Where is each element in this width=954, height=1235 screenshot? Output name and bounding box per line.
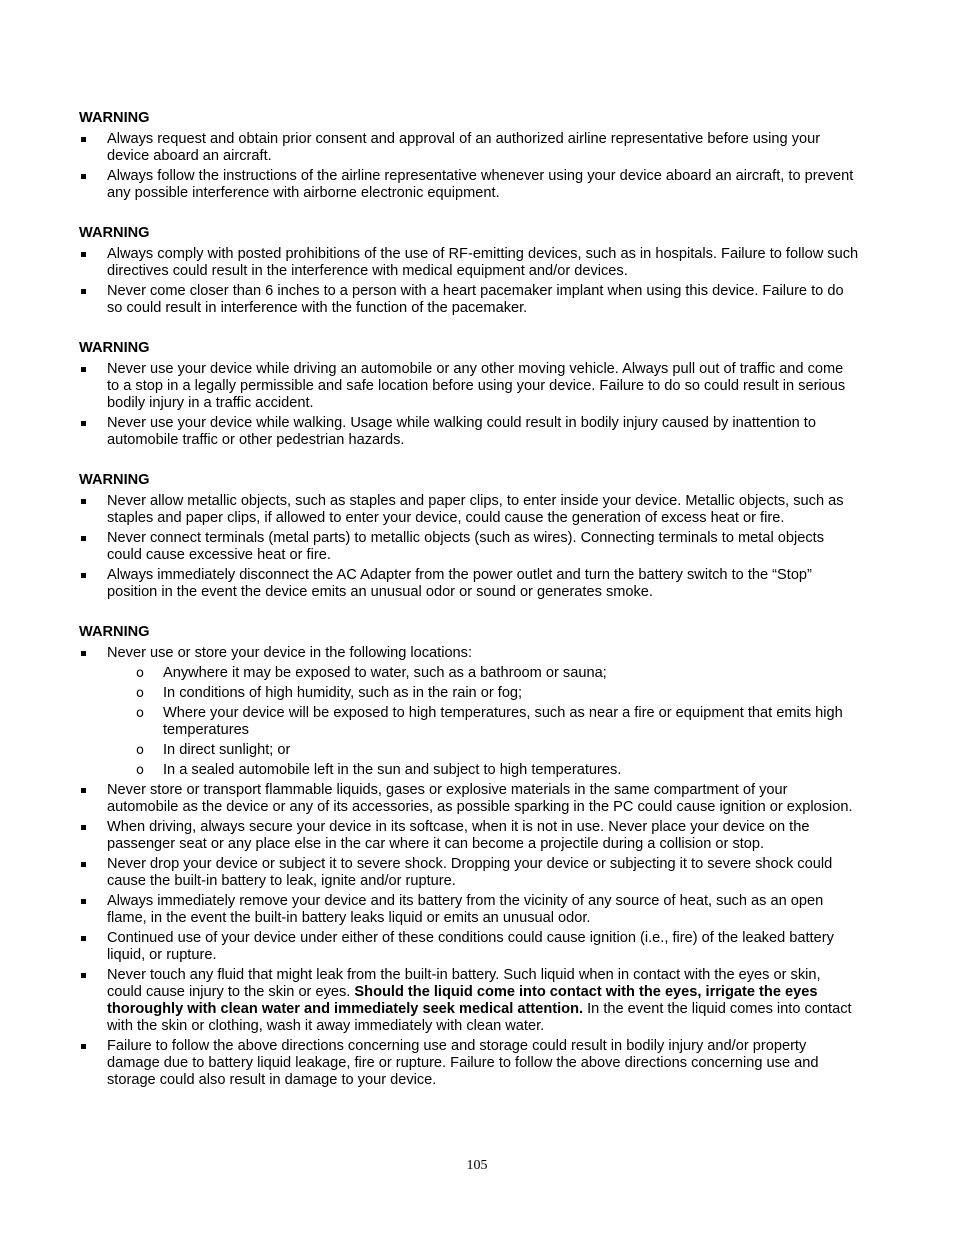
document-body (79, 110, 859, 1112)
list-item-text: Never come closer than 6 inches to a person with a heart pacemaker implant when using this device. Failure to do so could result in interference with the function of the pacemaker. (107, 283, 844, 316)
list-item-text: Never use or store your device in the following locations: (107, 645, 473, 661)
bullet-list (79, 131, 859, 202)
circle-bullet-icon: o (136, 686, 144, 701)
warning-section-medical (79, 225, 859, 317)
square-bullet-icon (81, 1044, 86, 1049)
list-item (79, 1038, 859, 1089)
square-bullet-icon (81, 936, 86, 941)
section-title: WARNING (79, 340, 150, 356)
sub-list-item-text: In a sealed automobile left in the sun and subject to high temperatures. (163, 762, 622, 778)
list-item (79, 361, 859, 412)
list-item (79, 246, 859, 280)
list-item-text: Always comply with posted prohibitions of the use of RF-emitting devices, such as in hospitals. Failure to follow such directives could result in the interference with medical equipment and/or devices. (107, 246, 859, 279)
square-bullet-icon (81, 174, 86, 179)
square-bullet-icon (81, 651, 86, 656)
list-item (79, 283, 859, 317)
list-item-text: Always request and obtain prior consent and approval of an authorized airline representative before using your device aboard an aircraft. (107, 131, 821, 164)
square-bullet-icon (81, 825, 86, 830)
list-item (79, 782, 859, 816)
list-item-text: Always follow the instructions of the airline representative whenever using your device aboard an aircraft, to prevent any possible interference with airborne electronic equipment. (107, 168, 854, 201)
list-item-text: Never drop your device or subject it to severe shock. Dropping your device or subjecting it to severe shock could cause the built-in battery to leak, ignite and/or rupture. (107, 856, 833, 889)
list-item-text: Never use your device while driving an automobile or any other moving vehicle. Always pull out of traffic and come to a stop in a legally permissible and safe location before using your device. Failure to do so could result in serious bodily injury in a traffic accident. (107, 361, 846, 411)
bullet-list (79, 246, 859, 317)
section-title: WARNING (79, 110, 150, 126)
list-item-text: Never store or transport flammable liquids, gases or explosive materials in the same compartment of your automobile as the device or any of its accessories, as possible sparking in the PC could cause ignition or explosion. (107, 782, 853, 815)
square-bullet-icon (81, 573, 86, 578)
warning-section-metal (79, 472, 859, 601)
square-bullet-icon (81, 367, 86, 372)
sub-list (107, 665, 859, 779)
sub-list-item-text: Where your device will be exposed to high temperatures, such as near a fire or equipment that emits high temperatures (163, 705, 843, 738)
sub-list-item-text: In conditions of high humidity, such as in the rain or fog; (163, 685, 523, 701)
bullet-list (79, 361, 859, 449)
list-item (79, 131, 859, 165)
square-bullet-icon (81, 499, 86, 504)
warning-section-driving (79, 340, 859, 449)
square-bullet-icon (81, 899, 86, 904)
warning-section-storage (79, 624, 859, 1089)
list-item (79, 819, 859, 853)
square-bullet-icon (81, 137, 86, 142)
fluid-warning-text-end: In the event the liquid comes into contact with the skin or clothing, wash it away immediately with clean water. (107, 1001, 852, 1034)
list-item (79, 893, 859, 927)
sub-list-item (107, 705, 859, 739)
list-item-text: When driving, always secure your device in its softcase, when it is not in use. Never place your device on the passenger seat or any place else in the car where it can become a projectile during a collision or stop. (107, 819, 810, 852)
square-bullet-icon (81, 289, 86, 294)
page-number: 105 (466, 1158, 488, 1173)
circle-bullet-icon: o (136, 743, 144, 758)
warning-section-aircraft (79, 110, 859, 202)
list-item (79, 415, 859, 449)
circle-bullet-icon: o (136, 706, 144, 721)
list-item (79, 856, 859, 890)
sub-list-item (107, 742, 859, 759)
list-item (79, 645, 859, 779)
list-item-text: Always immediately disconnect the AC Adapter from the power outlet and turn the battery switch to the “Stop” position in the event the device emits an unusual odor or sound or generates smoke. (107, 567, 812, 600)
list-item-text: Never allow metallic objects, such as staples and paper clips, to enter inside your device. Metallic objects, such as staples and paper clips, if allowed to enter your device, could cause the generation of excess heat or fire. (107, 493, 844, 526)
list-item (79, 967, 859, 1035)
list-item-text: Failure to follow the above directions concerning use and storage could result in bodily injury and/or property damage due to battery liquid leakage, fire or rupture. Failure to follow the above directions concerning use and storage could also result in damage to your device. (107, 1038, 819, 1088)
list-item (79, 530, 859, 564)
list-item-text: Never use your device while walking. Usage while walking could result in bodily injury caused by inattention to automobile traffic or other pedestrian hazards. (107, 415, 816, 448)
list-item-text: Never connect terminals (metal parts) to metallic objects (such as wires). Connecting terminals to metal objects could cause excessive heat or fire. (107, 530, 824, 563)
square-bullet-icon (81, 252, 86, 257)
sub-list-item (107, 685, 859, 702)
fluid-warning-text-start: Never touch any fluid that might leak from the built-in battery. Such liquid when in contact with the eyes or skin, could cause injury to the skin or eyes. (107, 967, 821, 1000)
square-bullet-icon (81, 862, 86, 867)
square-bullet-icon (81, 788, 86, 793)
bullet-list (79, 645, 859, 1089)
list-item (79, 168, 859, 202)
list-item (79, 493, 859, 527)
list-item (79, 567, 859, 601)
circle-bullet-icon: o (136, 763, 144, 778)
section-title: WARNING (79, 225, 150, 241)
list-item (79, 930, 859, 964)
sub-list-item-text: In direct sunlight; or (163, 742, 291, 758)
list-item-text: Always immediately remove your device and its battery from the vicinity of any source of heat, such as an open flame, in the event the built-in battery leaks liquid or emits an unusual odor. (107, 893, 824, 926)
fluid-warning-emphasis: Should the liquid come into contact with the eyes, irrigate the eyes thoroughly with clean water and immediately seek medical attention. (107, 984, 818, 1017)
section-title: WARNING (79, 624, 150, 640)
sub-list-item (107, 762, 859, 779)
square-bullet-icon (81, 536, 86, 541)
square-bullet-icon (81, 421, 86, 426)
bullet-list (79, 493, 859, 601)
section-title: WARNING (79, 472, 150, 488)
circle-bullet-icon: o (136, 666, 144, 681)
list-item-text: Continued use of your device under either of these conditions could cause ignition (i.e., fire) of the leaked battery liquid, or rupture. (107, 930, 834, 963)
sub-list-item (107, 665, 859, 682)
square-bullet-icon (81, 973, 86, 978)
sub-list-item-text: Anywhere it may be exposed to water, such as a bathroom or sauna; (163, 665, 607, 681)
